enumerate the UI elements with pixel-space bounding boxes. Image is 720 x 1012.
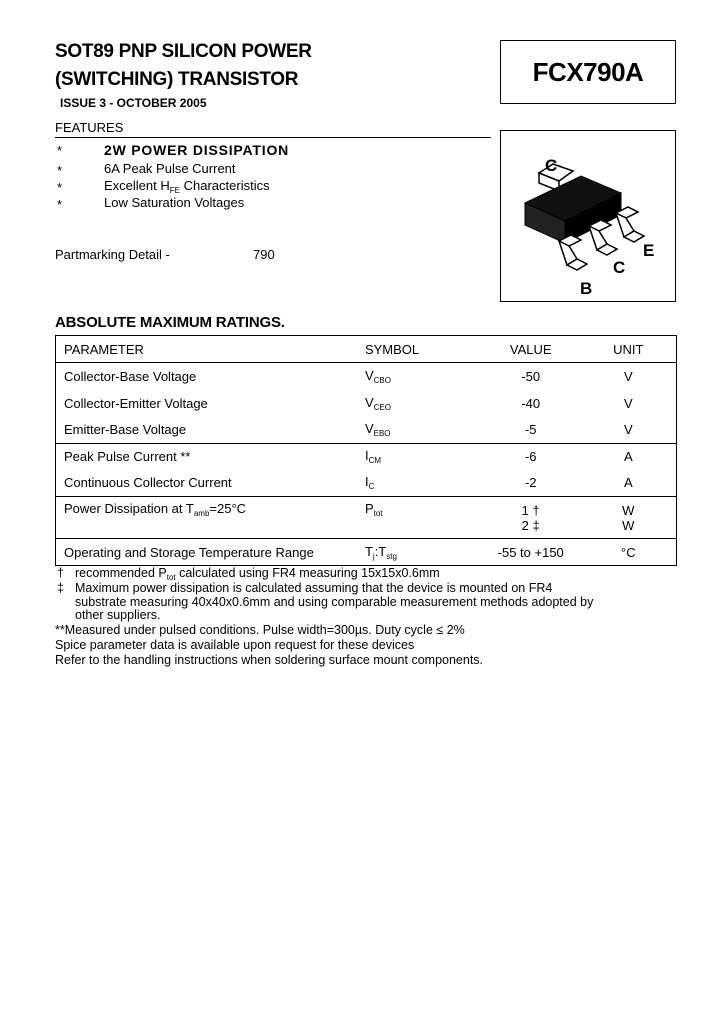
table-row xyxy=(56,539,677,566)
row-unit: A xyxy=(623,475,633,491)
row-unit: V xyxy=(581,363,677,391)
part-number-box xyxy=(500,40,676,104)
row-symbol: $P_{tot}$ xyxy=(361,497,481,539)
header-unit: UNIT xyxy=(613,341,644,357)
row-symbol: $I_{CM}$ xyxy=(361,444,481,470)
row-parameter: Collector-Emitter Voltage xyxy=(64,396,208,411)
ratings-title: ABSOLUTE MAXIMUM RATINGS. xyxy=(55,314,285,331)
partmarking-label: Partmarking Detail - xyxy=(55,247,170,262)
ratings-table xyxy=(55,335,677,566)
row-parameter: Operating and Storage Temperature Range xyxy=(56,539,361,566)
row-value: -50 xyxy=(481,363,581,391)
table-row xyxy=(56,391,677,417)
row-unit: V xyxy=(623,422,633,438)
title-line-1: SOT89 PNP SILICON POWER xyxy=(55,41,312,62)
feature-bullet: * xyxy=(57,163,63,178)
pin-label-collector: C xyxy=(613,258,626,277)
row-symbol: $V_{CEO}$ xyxy=(364,395,391,412)
row-parameter: Emitter-Base Voltage xyxy=(64,422,187,438)
feature-bullet: * xyxy=(57,143,63,158)
row-unit: °C xyxy=(581,539,677,566)
row-value: 1 † 2 ‡ xyxy=(481,497,581,539)
row-symbol: $T_j:T_{stg}$ xyxy=(361,539,481,566)
header-parameter: PARAMETER xyxy=(64,341,144,357)
row-unit: A xyxy=(581,444,677,470)
feature-item: Low Saturation Voltages xyxy=(104,195,245,210)
row-value: -6 xyxy=(481,444,581,470)
row-value: -40 xyxy=(521,396,541,411)
row-symbol: $V_{EBO}$ xyxy=(364,421,391,439)
table-row xyxy=(56,363,677,391)
pin-label-base: B xyxy=(580,279,593,298)
features-heading: FEATURES xyxy=(55,120,124,135)
table-row xyxy=(56,497,677,539)
pin-label-emitter: E xyxy=(643,241,655,260)
table-row xyxy=(56,444,677,470)
feature-bullet: * xyxy=(57,197,63,212)
note-max-power-line-3: other suppliers. xyxy=(75,608,161,622)
table-header-row xyxy=(56,336,677,363)
row-value: -55 to +150 xyxy=(481,539,581,566)
note-pulse: **Measured under pulsed conditions. Pulse width=300µs. Duty cycle ≤ 2% xyxy=(55,623,465,637)
feature-item: 2W POWER DISSIPATION xyxy=(104,142,290,158)
row-symbol: $I_C$ xyxy=(364,474,375,492)
note-spice: Spice parameter data is available upon request for these devices xyxy=(55,638,415,652)
header-value: VALUE xyxy=(509,341,552,357)
row-parameter: Continuous Collector Current xyxy=(64,475,232,491)
note-recommended: recommended $P_{tot}$ calculated using FR4 measuring 15x15x0.6mm xyxy=(75,566,440,582)
pin-label-collector-top: C xyxy=(545,156,558,175)
row-unit: V xyxy=(623,396,633,411)
part-number: FCX790A xyxy=(532,56,644,87)
note-mark-double-dagger: ‡ xyxy=(57,581,64,595)
issue-label: ISSUE 3 - OCTOBER 2005 xyxy=(60,96,207,110)
header-symbol: SYMBOL xyxy=(364,341,420,357)
package-diagram xyxy=(500,130,676,302)
feature-item: Excellent $H_{FE}$ Characteristics xyxy=(104,178,270,195)
title-line-2: (SWITCHING) TRANSISTOR xyxy=(55,69,299,90)
row-value: -5 xyxy=(524,422,537,438)
feature-bullet: * xyxy=(57,180,63,195)
row-parameter: Collector-Base Voltage xyxy=(56,363,361,391)
table-row xyxy=(56,417,677,444)
row-symbol: $V_{CBO}$ xyxy=(361,363,481,391)
row-value: -2 xyxy=(524,475,537,491)
row-unit: W W xyxy=(581,497,677,539)
note-handling: Refer to the handling instructions when soldering surface mount components. xyxy=(55,653,484,667)
feature-item: 6A Peak Pulse Current xyxy=(104,161,236,176)
note-max-power-line-2: substrate measuring 40x40x0.6mm and using comparable measurement methods adopted by xyxy=(75,595,594,609)
note-mark-dagger: † xyxy=(57,566,64,580)
row-parameter: Peak Pulse Current ** xyxy=(56,444,361,470)
table-row xyxy=(56,470,677,497)
row-parameter: Power Dissipation at $T_{amb}=25^\circ C$ xyxy=(56,497,361,539)
partmarking-value: 790 xyxy=(253,247,275,262)
features-divider xyxy=(55,137,491,138)
sot89-package-icon xyxy=(501,131,674,300)
note-max-power-line-1: Maximum power dissipation is calculated assuming that the device is mounted on FR4 xyxy=(75,581,553,595)
